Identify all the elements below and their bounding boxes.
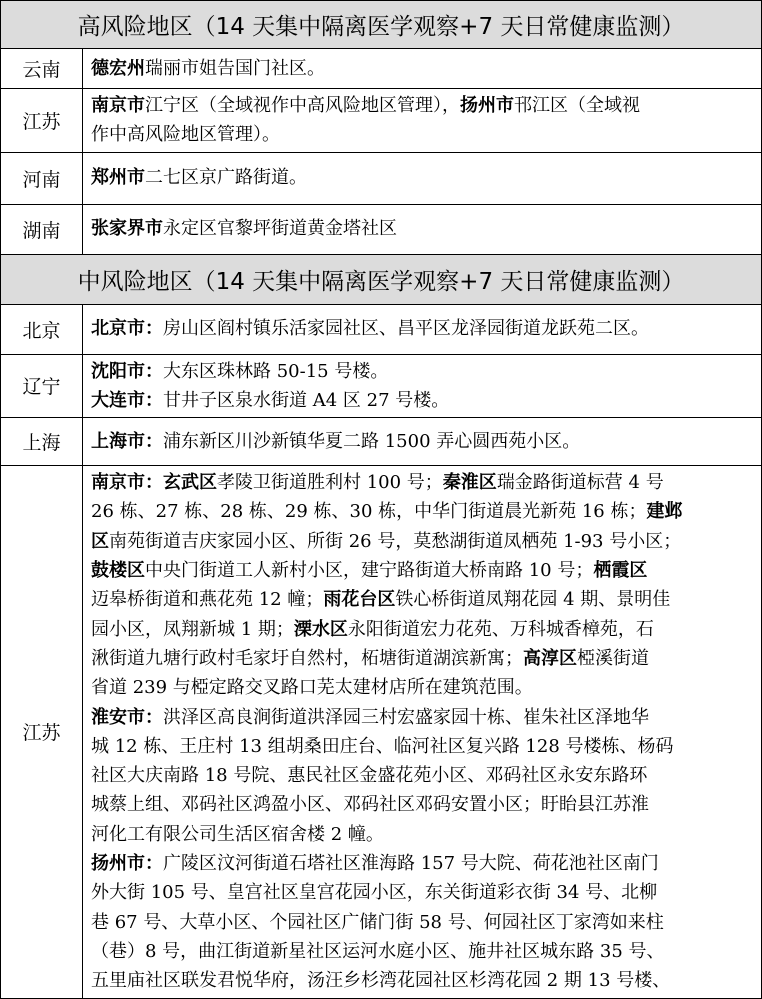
province-shanghai: 上海 [1, 418, 83, 466]
area-yunnan: 德宏州瑞丽市姐告国门社区。 [83, 49, 762, 89]
city-shenyang: 沈阳市： [91, 360, 163, 382]
mid-risk-row-liaoning [1, 354, 762, 418]
mid-risk-section-title: 中风险地区（14 天集中隔离医学观察+7 天日常健康监测） [1, 254, 762, 304]
province-jiangsu-high: 江苏 [1, 89, 83, 153]
city-nanjing-high: 南京市 [91, 95, 145, 116]
city-dalian: 大连市： [91, 389, 163, 411]
province-henan: 河南 [1, 152, 83, 204]
city-beijing: 北京市： [91, 318, 163, 340]
mid-risk-header-row [1, 254, 762, 304]
high-risk-row-hunan [1, 204, 762, 254]
nanjing-block: 南京市：玄武区孝陵卫街道胜利村 100 号；秦淮区瑞金路街道标营 4 号 26 栋、27 栋、28 栋、29 栋、30 栋，中华门街道晨光新苑 16 栋；建邺 区南苑街道吉庆家园小区、所街 26 号，莫愁湖街道凤栖苑 1-93 号小区； 鼓楼区中央门街道工人新村小区，建宁路街道大桥南路 10 号；栖霞区 迈皋桥街道和燕花苑 12 幢；雨花台区铁心桥街道凤翔花园 4 期、景明佳 园小区，凤翔新城 1 期；溧水区永阳街道宏力花苑、万科城香樟苑，石 湫街道九塘行政村毛家圩自然村，柘塘街道湖滨新寓；高淳区椏溪街道 省道 239 与椏定路交叉路口芜太建材店所在建筑范围。 [91, 472, 683, 699]
mid-risk-row-shanghai [1, 418, 762, 466]
high-risk-row-henan [1, 152, 762, 204]
city-nanjing-mid: 南京市： [91, 472, 163, 494]
high-risk-header-row [1, 1, 762, 49]
province-liaoning: 辽宁 [1, 354, 83, 418]
province-hunan: 湖南 [1, 204, 83, 254]
mid-risk-row-beijing [1, 304, 762, 354]
area-hunan: 张家界市永定区官黎坪街道黄金塔社区 [83, 204, 762, 254]
city-yangzhou-high: 扬州市 [460, 95, 514, 116]
area-henan: 郑州市二七区京广路街道。 [83, 152, 762, 204]
area-liaoning: 沈阳市：大东区珠林路 50-15 号楼。 大连市：甘井子区泉水街道 A4 区 27 号楼。 [83, 354, 762, 418]
area-beijing: 北京市：房山区阎村镇乐活家园社区、昌平区龙泽园街道龙跃苑二区。 [83, 304, 762, 354]
city-zhangjiajie: 张家界市 [91, 218, 163, 240]
yangzhou-block: 扬州市：广陵区汶河街道石塔社区淮海路 157 号大院、荷花池社区南门 外大街 105 号、皇宫社区皇宫花园小区，东关街道彩衣街 34 号、北柳 巷 67 号、大草小区、个园社区广储门街 58 号、何园社区丁家湾如来柱 （巷）8 号，曲江街道新星社区运河水庭小区、施井社区城东路 35 号、 五里庙社区联发君悦华府，汤汪乡杉湾花园社区杉湾花园 2 期 13 号楼、 [91, 853, 671, 992]
high-risk-row-yunnan [1, 49, 762, 89]
city-yangzhou-mid: 扬州市： [91, 853, 163, 875]
city-zhengzhou: 郑州市 [91, 167, 145, 189]
province-yunnan: 云南 [1, 49, 83, 89]
huaian-block: 淮安市：洪泽区高良涧街道洪泽园三村宏盛家园十栋、崔朱社区泽地华 城 12 栋、王庄村 13 组胡桑田庄台、临河社区复兴路 128 号楼栋、杨码 社区大庆南路 18 号院、惠民社区金盛花苑小区、邓码社区永安东路环 城蔡上组、邓码社区鸿盈小区、邓码社区邓码安置小区；盱眙县江苏淮 河化工有限公司生活区宿舍楼 2 幢。 [91, 706, 674, 845]
mid-risk-row-jiangsu [1, 466, 762, 998]
province-jiangsu-mid: 江苏 [1, 466, 83, 998]
province-beijing: 北京 [1, 304, 83, 354]
city-huaian: 淮安市： [91, 706, 163, 728]
high-risk-section-title: 高风险地区（14 天集中隔离医学观察+7 天日常健康监测） [1, 1, 762, 49]
city-dehong: 德宏州 [91, 57, 145, 79]
area-jiangsu-mid [83, 466, 762, 998]
high-risk-row-jiangsu [1, 89, 762, 153]
area-jiangsu-high: 南京市江宁区（全域视作中高风险地区管理），扬州市邗江区（全域视 作中高风险地区管理）。 [83, 89, 762, 153]
city-shanghai: 上海市： [91, 431, 163, 453]
area-shanghai: 上海市：浦东新区川沙新镇华夏二路 1500 弄心圆西苑小区。 [83, 418, 762, 466]
